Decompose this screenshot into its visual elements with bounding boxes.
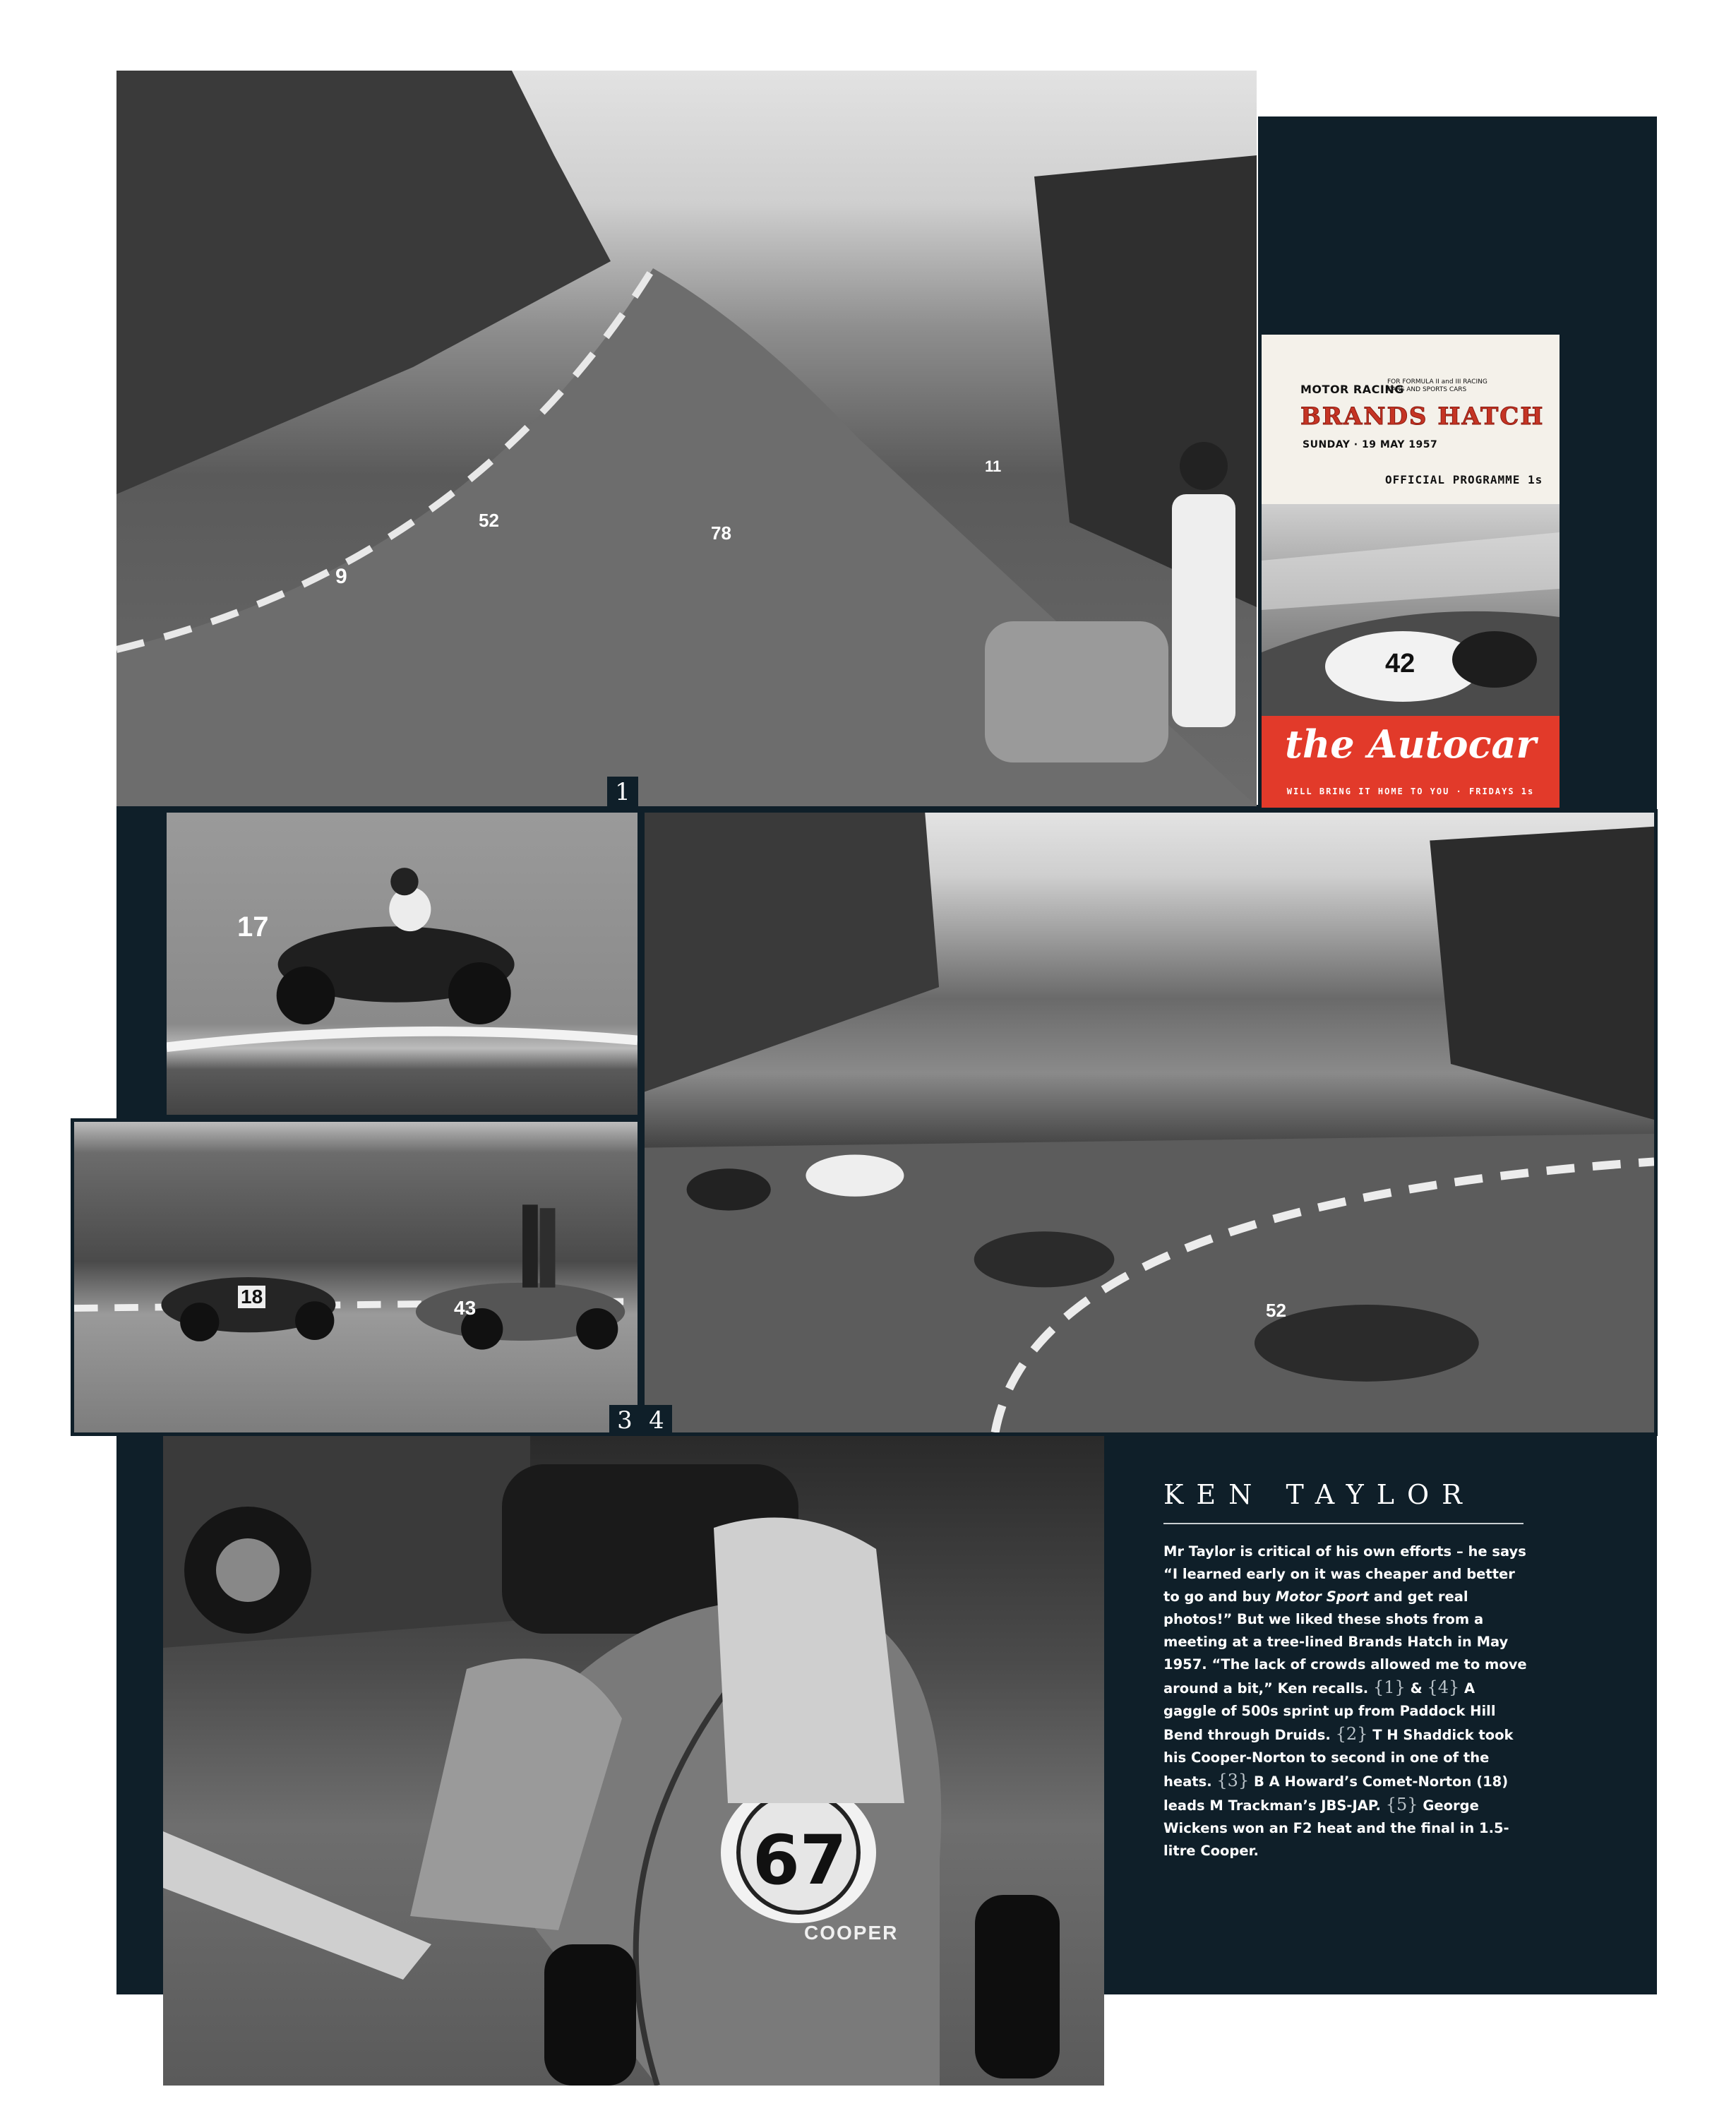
caption-text-2: and get real photos!” But we liked these shots from a meeting at a tree-lined Brands Hatch in May 1957. “The lack of crowds allowed me to move around a bit,” Ken recalls. xyxy=(1163,1588,1527,1697)
caption-motor-sport: Motor Sport xyxy=(1275,1588,1370,1605)
programme-autocar-brand: the Autocar xyxy=(1285,722,1536,767)
caption-ref-3: {3} xyxy=(1216,1771,1250,1790)
caption-ref-1: {1} xyxy=(1373,1677,1406,1697)
photo-1-car-9: 9 xyxy=(335,565,347,588)
programme-official: OFFICIAL PROGRAMME 1s xyxy=(1385,473,1543,486)
caption-text-3: A gaggle of 500s sprint up from Paddock Hill Bend through Druids. xyxy=(1163,1680,1496,1743)
photo-1-paddock-hill xyxy=(116,71,1257,806)
caption-ref-5: {5} xyxy=(1385,1795,1418,1814)
programme-date: SUNDAY · 19 MAY 1957 xyxy=(1303,439,1438,450)
caption-text-6: George Wickens won an F2 heat and the final in 1.5-litre Cooper. xyxy=(1163,1797,1509,1859)
caption-body xyxy=(1163,1540,1531,1862)
caption-text-1: Mr Taylor is critical of his own efforts – he says “I learned early on it was cheaper and better to go and buy xyxy=(1163,1543,1526,1605)
photo-2-shaddick xyxy=(163,809,641,1118)
programme-cover-car-number: 42 xyxy=(1385,649,1415,678)
photo-5-cooper-text: COOPER xyxy=(804,1922,899,1944)
caption-text-5: B A Howard’s Comet-Norton (18) leads M Trackman’s JBS-JAP. xyxy=(1163,1773,1509,1814)
photo-1-car-11: 11 xyxy=(985,457,1002,475)
caption-text-4: T H Shaddick took his Cooper-Norton to second in one of the heats. xyxy=(1163,1727,1514,1790)
photo-4-car-52: 52 xyxy=(1266,1300,1286,1321)
panel-number-3: 3 xyxy=(609,1405,640,1436)
programme-title: BRANDS HATCH xyxy=(1300,402,1545,431)
caption-title: KEN TAYLOR xyxy=(1163,1479,1524,1524)
programme-motor-racing: MOTOR RACING xyxy=(1300,383,1404,396)
photo-1-car-78: 78 xyxy=(711,522,731,544)
panel-number-4: 4 xyxy=(641,1405,672,1436)
programme-cover xyxy=(1262,335,1560,808)
photo-3-car-43: 43 xyxy=(454,1297,477,1319)
photo-4-druids xyxy=(641,809,1658,1436)
caption-amp: & xyxy=(1405,1680,1427,1697)
photo-1-car-52: 52 xyxy=(479,510,499,531)
caption-ref-4: {4} xyxy=(1427,1677,1460,1697)
photo-3-car-18: 18 xyxy=(238,1286,265,1308)
programme-formula-text: FOR FORMULA II and III RACING CARS AND SPORTS CARS xyxy=(1387,378,1487,393)
panel-number-1: 1 xyxy=(607,777,638,808)
photo-3-howard-trackman xyxy=(71,1118,641,1436)
photo-2-car-17: 17 xyxy=(237,911,269,943)
caption-ref-2: {2} xyxy=(1335,1724,1368,1744)
programme-ad-tagline: WILL BRING IT HOME TO YOU · FRIDAYS 1s xyxy=(1286,786,1535,796)
photo-5-wickens-cooper xyxy=(163,1436,1104,2086)
photo-5-car-67: 67 xyxy=(753,1821,847,1900)
programme-cover-photo xyxy=(1262,504,1560,744)
